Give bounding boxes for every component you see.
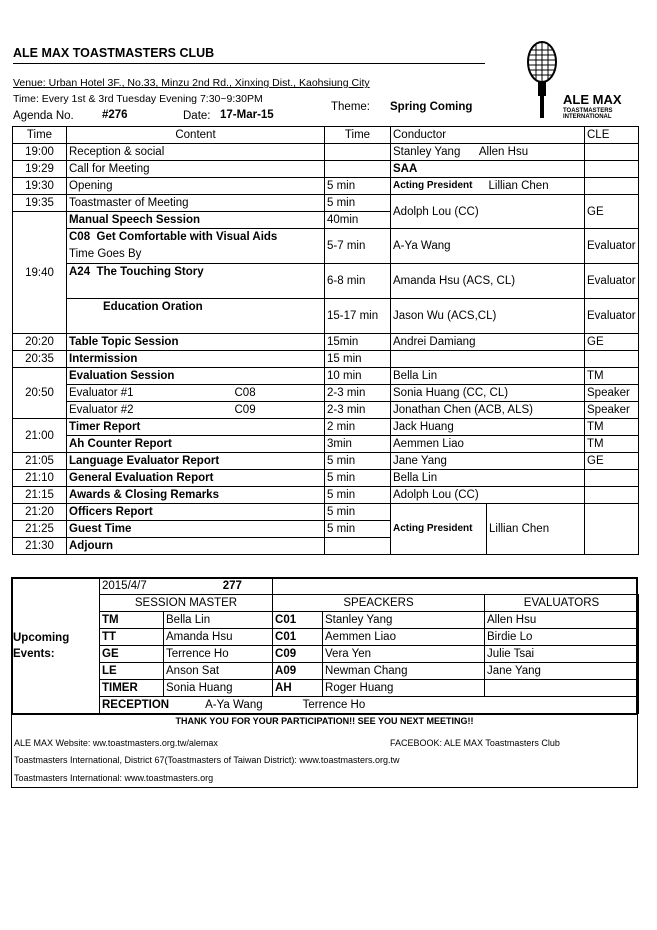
row-conductor: Adolph Lou (CC) [391,195,585,229]
role-code: LE [100,663,164,680]
row-conductor: Sonia Huang (CC, CL) [391,385,585,402]
table-row [13,351,639,368]
row-time: 19:30 [13,178,67,195]
role-person: Anson Sat [164,663,273,680]
row-cle: TM [585,419,639,436]
table-row [100,612,639,629]
row-content: Ah Counter Report [67,436,325,453]
row-duration: 15min [325,334,391,351]
date-label: Date: [183,110,211,122]
upcoming-header-row [100,595,639,612]
table-row [13,161,639,178]
speaker-name: Newman Chang [323,663,485,680]
row-duration: 5 min [325,487,391,504]
row-conductor: Jason Wu (ACS,CL) [391,299,585,334]
row-content [67,229,325,264]
speech-code: AH [273,680,323,697]
row-conductor: Adolph Lou (CC) [391,487,585,504]
row-content: Call for Meeting [67,161,325,178]
table-row [13,453,639,470]
row-conductor [391,351,585,368]
row-content: Awards & Closing Remarks [67,487,325,504]
reception-person: A-Ya Wang [205,699,263,711]
row-duration: 2-3 min [325,385,391,402]
row-conductor: Bella Lin [391,470,585,487]
logo-wordmark: ALE MAX [563,92,622,107]
table-row [100,629,639,646]
header-content: Content [67,127,325,144]
row-duration: 5 min [325,453,391,470]
table-row [13,487,639,504]
role-person: Amanda Hsu [164,629,273,646]
evaluator-name [485,680,639,697]
row-time: 20:20 [13,334,67,351]
row-content: Guest Time [67,521,325,538]
evaluator-name: Birdie Lo [485,629,639,646]
table-row [13,144,639,161]
row-content: Reception & social [67,144,325,161]
row-duration: 2-3 min [325,402,391,419]
evaluator-name: Jane Yang [485,663,639,680]
table-row [100,646,639,663]
table-row [100,663,639,680]
speech-code: C09 [273,646,323,663]
table-row [13,419,639,436]
row-content: Education Oration [67,299,325,334]
row-duration: 5 min [325,504,391,521]
row-cle [585,144,639,161]
upcoming-meeting-number: 277 [222,580,242,592]
table-row [13,385,639,402]
row-content: Opening [67,178,325,195]
title-rule [13,63,485,64]
row-content: Adjourn [67,538,325,555]
row-duration [325,144,391,161]
table-row [13,436,639,453]
row-duration [325,538,391,555]
reception-label: RECEPTION [102,699,170,711]
row-duration: 5-7 min [325,229,391,264]
speaker-name: Stanley Yang [323,612,485,629]
row-conductor: Amanda Hsu (ACS, CL) [391,264,585,299]
table-row [13,299,639,334]
agenda-table [12,126,639,555]
reception-person: Terrence Ho [302,699,366,711]
row-content: Manual Speech Session [67,212,325,229]
role-person: Sonia Huang [164,680,273,697]
row-content: Toastmaster of Meeting [67,195,325,212]
upcoming-date [100,578,273,595]
table-row [13,178,639,195]
evaluator-label: Evaluator #1 [69,387,134,399]
speech-code: C01 [273,629,323,646]
row-content: General Evaluation Report [67,470,325,487]
row-duration: 15-17 min [325,299,391,334]
row-duration: 2 min [325,419,391,436]
facebook-text: FACEBOOK: ALE MAX Toastmasters Club [390,738,560,748]
table-row [13,229,639,264]
row-content: Timer Report [67,419,325,436]
table-row [13,334,639,351]
evaluator-name: Allen Hsu [485,612,639,629]
row-duration: 10 min [325,368,391,385]
speech-project-title: Get Comfortable with Visual Aids [96,231,278,243]
row-cle [585,504,639,555]
row-cle: TM [585,436,639,453]
agenda-number: #276 [102,109,128,121]
reception-row [100,697,639,714]
date-value: 17-Mar-15 [220,109,274,121]
speech-title: Time Goes By [69,248,142,260]
row-time: 21:00 [13,419,67,453]
agenda-label: Agenda No. [13,110,74,122]
session-master-header: SESSION MASTER [100,595,273,612]
evaluator-label: Evaluator #2 [69,404,134,416]
row-conductor: Jane Yang [391,453,585,470]
speech-code: A09 [273,663,323,680]
row-time: 21:30 [13,538,67,555]
evaluator-project: C09 [234,404,256,416]
website-link[interactable]: ALE MAX Website: ww.toastmasters.org.tw/alemax [14,738,218,748]
district-link[interactable]: Toastmasters International, District 67(Toastmasters of Taiwan District): www.toastmasters.org.tw [14,755,400,765]
row-duration: 6-8 min [325,264,391,299]
table-row [13,470,639,487]
row-content [67,264,325,299]
row-conductor-role: Acting President [391,504,487,555]
row-content: Evaluation Session [67,368,325,385]
header-time: Time [13,127,67,144]
row-cle [585,470,639,487]
upcoming-date-spacer [273,578,639,595]
row-content: Intermission [67,351,325,368]
evaluator-name: Julie Tsai [485,646,639,663]
upcoming-date-row [100,578,639,595]
theme-value: Spring Coming [390,101,473,113]
row-cle: GE [585,334,639,351]
row-time: 21:25 [13,521,67,538]
row-content [67,385,325,402]
upcoming-label: Upcoming Events: [13,632,70,660]
table-row [13,504,639,521]
row-time: 20:50 [13,368,67,419]
row-time: 21:05 [13,453,67,470]
reception-cell [100,697,639,714]
row-cle [585,487,639,504]
role-code: TM [100,612,164,629]
row-time: 20:35 [13,351,67,368]
header-conductor: Conductor [391,127,585,144]
row-time: 19:00 [13,144,67,161]
row-conductor: A-Ya Wang [391,229,585,264]
row-conductor: Bella Lin [391,368,585,385]
row-conductor: Andrei Damiang [391,334,585,351]
meeting-time: Time: Every 1st & 3rd Tuesday Evening 7:30~9:30PM [13,93,263,105]
table-row [13,368,639,385]
row-conductor: Lillian Chen [487,178,585,195]
row-time: 21:15 [13,487,67,504]
table-row [100,680,639,697]
role-code: GE [100,646,164,663]
row-time: 19:35 [13,195,67,212]
role-person: Terrence Ho [164,646,273,663]
speaker-name: Aemmen Liao [323,629,485,646]
international-link[interactable]: Toastmasters International: www.toastmasters.org [14,773,214,783]
row-duration: 5 min [325,178,391,195]
club-title: ALE MAX TOASTMASTERS CLUB [13,46,215,60]
row-time: 21:20 [13,504,67,521]
row-cle: Speaker [585,402,639,419]
row-cle: Speaker [585,385,639,402]
row-duration: 5 min [325,521,391,538]
role-code: TIMER [100,680,164,697]
row-conductor: Stanley Yang Allen Hsu [391,144,585,161]
evaluators-header: EVALUATORS [485,595,639,612]
row-cle: Evaluator [585,299,639,334]
role-code: TT [100,629,164,646]
speech-code: C01 [273,612,323,629]
row-cle: GE [585,195,639,229]
row-duration [325,161,391,178]
row-cle [585,161,639,178]
row-duration: 15 min [325,351,391,368]
row-content: Table Topic Session [67,334,325,351]
upcoming-date-value: 2015/4/7 [102,580,147,592]
row-duration: 3min [325,436,391,453]
upcoming-table [99,577,639,714]
row-time: 19:40 [13,212,67,334]
logo-subtitle: TOASTMASTERS INTERNATIONAL [563,108,613,120]
speech-project-title: The Touching Story [96,266,204,278]
speech-project-code: A24 [69,266,91,278]
header-cle: CLE [585,127,639,144]
header-duration: Time [325,127,391,144]
row-cle [585,178,639,195]
speakers-header: SPEACKERS [273,595,485,612]
row-content [67,402,325,419]
row-cle: Evaluator [585,264,639,299]
row-conductor-role: Acting President [391,178,487,195]
speaker-name: Roger Huang [323,680,485,697]
table-row [13,195,639,212]
speech-project-code: C08 [69,231,91,243]
row-cle [585,351,639,368]
row-time: 21:10 [13,470,67,487]
row-duration: 5 min [325,195,391,212]
role-person: Bella Lin [164,612,273,629]
row-duration: 5 min [325,470,391,487]
speaker-name: Vera Yen [323,646,485,663]
row-conductor: Aemmen Liao [391,436,585,453]
table-row [13,402,639,419]
table-row [13,264,639,299]
row-conductor: SAA [391,161,585,178]
row-content: Language Evaluator Report [67,453,325,470]
venue-text: Venue: Urban Hotel 3F., No.33, Minzu 2nd Rd., Xinxing Dist., Kaohsiung City [13,77,370,89]
row-content: Officers Report [67,504,325,521]
evaluator-project: C08 [234,387,256,399]
row-conductor: Jack Huang [391,419,585,436]
row-cle: TM [585,368,639,385]
theme-label: Theme: [331,101,370,113]
row-cle: Evaluator [585,229,639,264]
row-duration: 40min [325,212,391,229]
table-header-row [13,127,639,144]
row-cle: GE [585,453,639,470]
row-conductor: Lillian Chen [487,504,585,555]
row-time: 19:29 [13,161,67,178]
thanks-message: THANK YOU FOR YOUR PARTICIPATION!! SEE YOU NEXT MEETING!! [175,716,474,726]
row-conductor: Jonathan Chen (ACB, ALS) [391,402,585,419]
